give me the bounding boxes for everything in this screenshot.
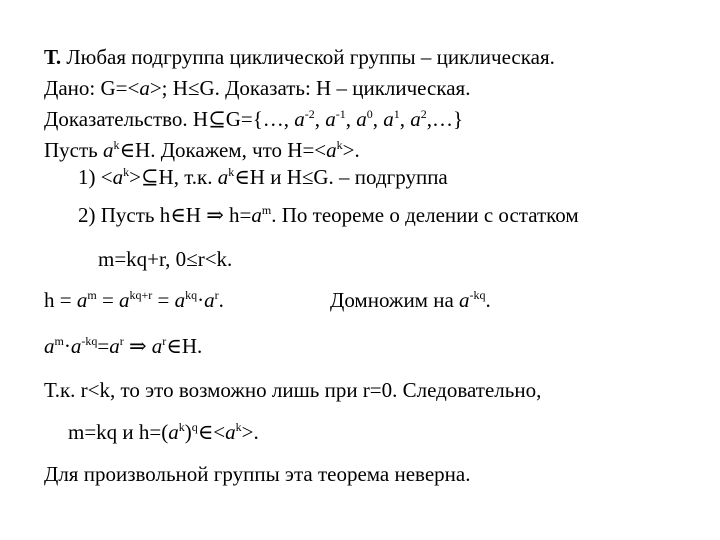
proof-start-line: Доказательство. H⊆G={…, $a^{-2}$, $a^{-1}$, $a^0$, $a^1$, $a^2,\dots$} [44, 107, 464, 131]
final-line: m=kq и $h=(a^k)^q\in<a^k>$. [68, 420, 259, 444]
multiply-line: Домножим на $a^{-kq}$. [330, 288, 491, 312]
theorem-line: Т. Любая подгруппа циклической группы – циклическая. [44, 45, 555, 69]
conclusion-line: Т.к. r<k, то это возможно лишь при r=0. Следовательно, [44, 378, 542, 402]
remark-line: Для произвольной группы эта теорема неверна. [44, 462, 471, 486]
expansion-line: $h = a^m = a^{kq+r} = a^{kq}\cdot a^r$. [44, 288, 224, 312]
step-1-line: $1) <a^k>⊆H$, т.к. $a^k\in H$ и H≤G. – подгруппа [78, 165, 448, 189]
given-line: Дано: G=<a>; H≤G. Доказать: H – циклическая. [44, 76, 471, 100]
division-line: m=kq+r, 0≤r<k. [98, 247, 233, 271]
result-line: $a^m\cdot a^{-kq}=a^r$ ⇒ $a^r\in H$. [44, 334, 203, 358]
assumption-line: Пусть $a^k\in H$. Докажем, что $H=<a^k>$. [44, 138, 360, 162]
step-2-line: 2) Пусть h∈H ⇒ $h=a^m$. По теореме о делении с остатком [78, 203, 579, 227]
